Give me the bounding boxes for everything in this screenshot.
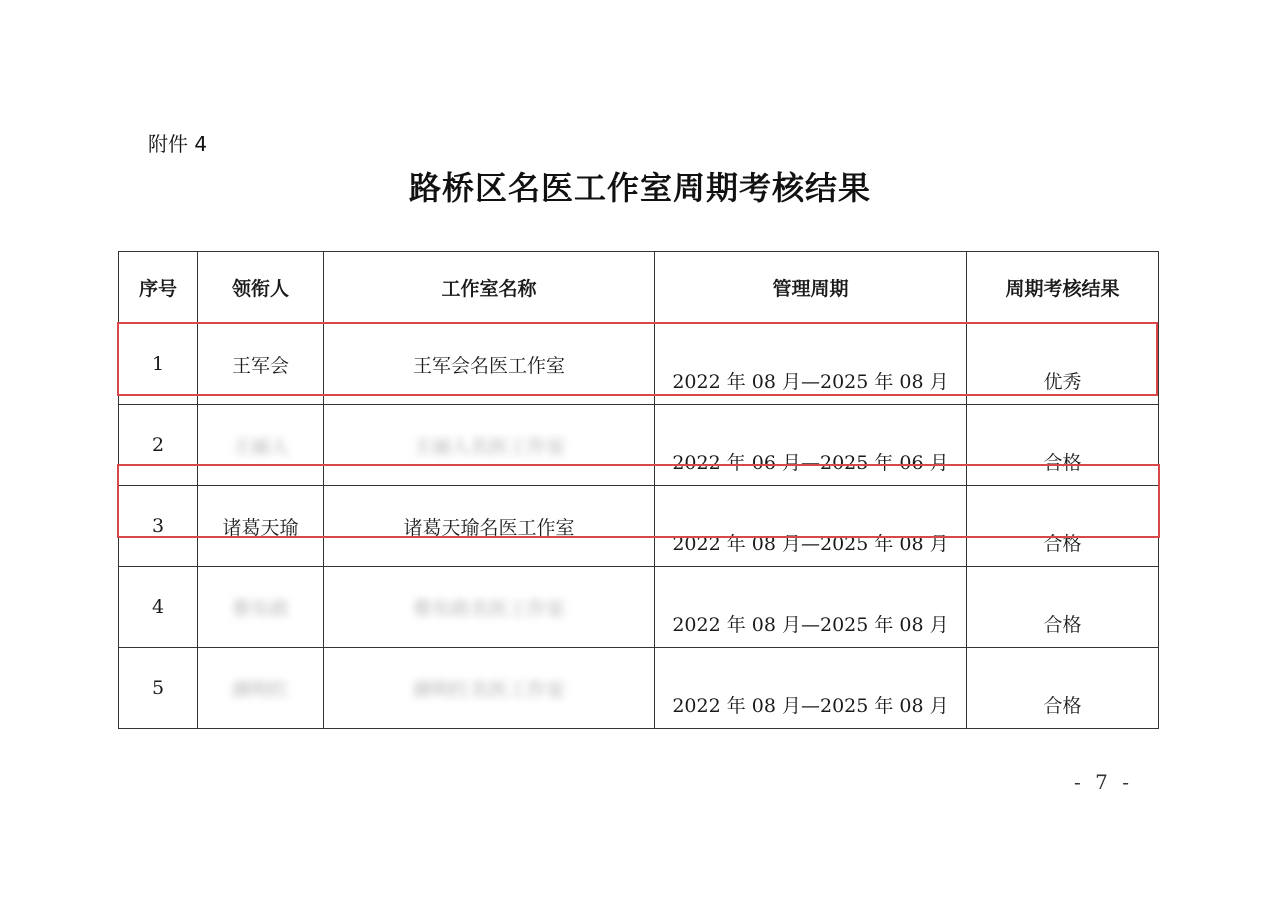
row-index: 5	[119, 648, 198, 729]
row-period: 2022 年 08 月—2025 年 08 月	[655, 324, 967, 405]
table-row	[119, 486, 1159, 567]
row-index: 4	[119, 567, 198, 648]
column-header-studio-name: 工作室名称	[324, 252, 655, 324]
row-studio-name-redacted	[324, 405, 655, 486]
column-header-assessment-result: 周期考核结果	[967, 252, 1159, 324]
row-result: 优秀	[967, 324, 1159, 405]
row-period: 2022 年 08 月—2025 年 08 月	[655, 648, 967, 729]
row-index: 3	[119, 486, 198, 567]
column-header-leader: 领衔人	[198, 252, 324, 324]
row-period: 2022 年 08 月—2025 年 08 月	[655, 486, 967, 567]
page-title: 路桥区名医工作室周期考核结果	[408, 169, 871, 207]
row-leader-redacted	[198, 567, 324, 648]
redacted-text: 颜明红名医工作室	[412, 678, 565, 701]
results-table	[118, 251, 1159, 729]
table-row	[119, 405, 1159, 486]
redacted-text: 王丽人名医工作室	[412, 435, 565, 458]
redacted-text: 王丽人	[231, 435, 289, 458]
row-result: 合格	[967, 648, 1159, 729]
row-index: 2	[119, 405, 198, 486]
row-studio-name: 王军会名医工作室	[324, 324, 655, 405]
row-leader: 诸葛天瑜	[198, 486, 324, 567]
attachment-label: 附件 4	[148, 132, 208, 156]
redacted-text: 蔡有政	[231, 597, 289, 620]
row-period: 2022 年 06 月—2025 年 06 月	[655, 405, 967, 486]
redacted-text: 颜明红	[231, 678, 289, 701]
row-leader-redacted	[198, 405, 324, 486]
row-studio-name-redacted	[324, 567, 655, 648]
table-row	[119, 567, 1159, 648]
row-result: 合格	[967, 486, 1159, 567]
column-header-index: 序号	[119, 252, 198, 324]
row-result: 合格	[967, 567, 1159, 648]
column-header-management-period: 管理周期	[655, 252, 967, 324]
table-row	[119, 648, 1159, 729]
page-number: - 7 -	[1074, 770, 1133, 794]
table-header-row	[119, 252, 1159, 324]
row-result: 合格	[967, 405, 1159, 486]
row-leader-redacted	[198, 648, 324, 729]
row-studio-name: 诸葛天瑜名医工作室	[324, 486, 655, 567]
row-period: 2022 年 08 月—2025 年 08 月	[655, 567, 967, 648]
redacted-text: 蔡有政名医工作室	[412, 597, 565, 620]
row-leader: 王军会	[198, 324, 324, 405]
table-row	[119, 324, 1159, 405]
row-index: 1	[119, 324, 198, 405]
row-studio-name-redacted	[324, 648, 655, 729]
